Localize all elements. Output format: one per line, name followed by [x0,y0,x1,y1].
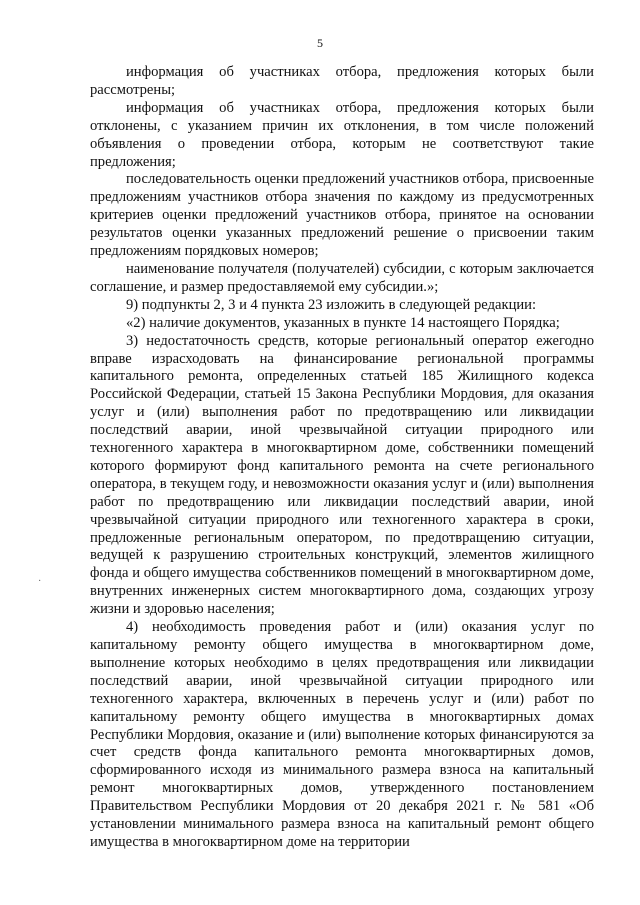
paragraph: последовательность оценки предложений участников отбора, присвоенные предложениям участников отбора значения по каждому из предусмотренных критериев оценки предложений участников отбора, принятое на основании результатов оценки указанных предложений решение о присвоении таким предложениям порядковых номеров; [90,171,594,260]
paragraph: 3) недостаточность средств, которые региональный оператор ежегодно вправе израсходовать на финансирование региональной программы капитального ремонта, определенных статьей 185 Жилищного кодекса Российской Федерации, статьей 15 Закона Республики Мордовия, для оказания услуг и (или) выполнения работ по предотвращению или ликвидации последствий аварии, иной чрезвычайной ситуации природного или техногенного характера в многоквартирном доме, собственники помещений которого формируют фонд капитального ремонта на счете регионального оператора, в текущем году, и невозможности оказания услуг и (или) выполнения работ по предотвращению или ликвидации последствий аварии, иной чрезвычайной ситуации природного или техногенного характера в сроки, предложенные региональным оператором, по предотвращению ситуации, ведущей к разрушению строительных конструкций, элементов жилищного фонда и общего имущества собственников помещений в многоквартирном доме, внутренних инженерных систем многоквартирного дома, создающих угрозу жизни и здоровью населения; [90,332,594,618]
paragraph: 4) необходимость проведения работ и (или) оказания услуг по капитальному ремонту общего имущества в многоквартирном доме, выполнение которых необходимо в целях предотвращения или ликвидации последствий аварии, иной чрезвычайной ситуации природного или техногенного характера, включенных в перечень услуг и (или) работ по капитальному ремонту общего имущества в многоквартирных домах Республики Мордовия, оказание и (или) выполнение которых финансируются за счет средств фонда капитального ремонта многоквартирных домов, сформированного исходя из минимального размера взноса на капитальный ремонт многоквартирных домов, утвержденного постановлением Правительством Республики Мордовия от 20 декабря 2021 г. № 581 «Об установлении минимального размера взноса на капитальный ремонт общего имущества в многоквартирном доме на территории [90,619,594,850]
paragraph: 9) подпункты 2, 3 и 4 пункта 23 изложить в следующей редакции: [126,296,537,313]
paragraph: «2) наличие документов, указанных в пункте 14 настоящего Порядка; [126,314,560,331]
paragraph: информация об участниках отбора, предложения которых были отклонены, с указанием причин их отклонения, в том числе положений объявления о проведении отбора, которым не соответствуют такие предложения; [90,99,594,170]
page-number: 5 [317,36,323,50]
margin-mark: · [38,576,42,587]
document-body [90,64,594,852]
paragraph: информация об участниках отбора, предложения которых были рассмотрены; [90,64,594,98]
paragraph: наименование получателя (получателей) субсидии, с которым заключается соглашение, и размер предоставляемой ему субсидии.»; [90,260,594,295]
